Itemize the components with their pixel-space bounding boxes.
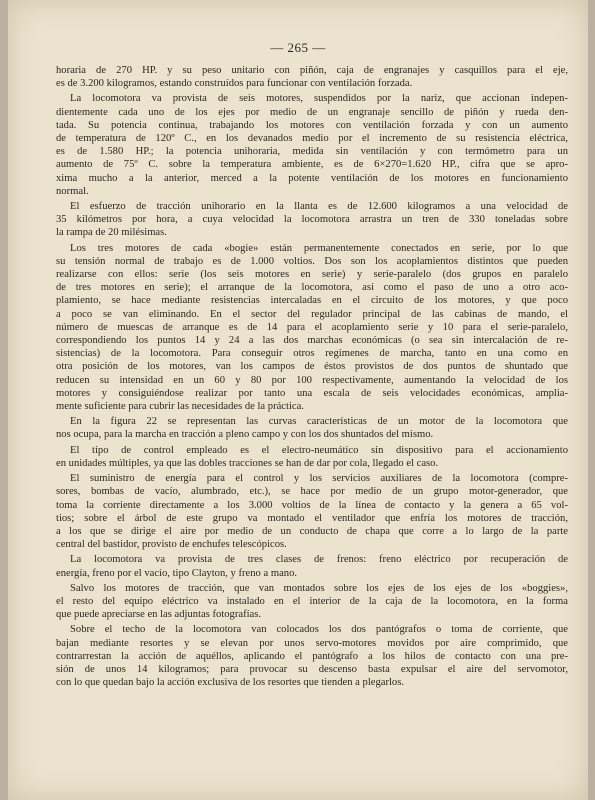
text-line: Sobre el techo de la locomotora van colocados los dos pantógrafos o toma de corriente, que bbox=[70, 624, 568, 636]
text-line: de temperatura de 120º C., en los devanados medio por el incremento de su resistencia eléctrica, bbox=[56, 133, 568, 145]
paragraph bbox=[56, 623, 568, 689]
text-line: de tres motores en serie); el arranque de la locomotora, así como el paso de uno a otro aco- bbox=[56, 282, 568, 294]
text-line: que puede apreciarse en las adjuntas fotografías. bbox=[56, 609, 262, 621]
text-line: El suministro de energía para el control y los servicios auxiliares de la locomotora (compre- bbox=[70, 473, 568, 485]
text-line: realizarse con ellos: serie (los seis motores en serie) y serie-paralelo (dos grupos en paralelo bbox=[56, 269, 568, 281]
paragraph bbox=[56, 472, 568, 551]
body-text bbox=[56, 64, 568, 691]
paragraph bbox=[56, 64, 568, 90]
text-line: bajan mediante resortes y se elevan por unos servo-motores movidos por aire comprimido, que bbox=[56, 637, 568, 649]
text-line: 35 kilómetros por hora, a cuya velocidad la locomotora arrastra un tren de 330 toneladas sobre bbox=[56, 214, 568, 226]
text-line: tada. Su potencia continua, trabajando los motores con ventilación forzada y con un aumento bbox=[56, 119, 568, 131]
text-line: horaria de 270 HP. y su peso unitario con piñón, caja de engranajes y casquillos para el eje, bbox=[56, 65, 568, 76]
text-line: normal. bbox=[56, 185, 89, 197]
text-line: a los que se dirige el aire por medio de un conducto de chapa que corre a lo largo de la parte bbox=[56, 525, 568, 537]
book-page bbox=[8, 0, 588, 800]
text-line: su tensión normal de trabajo es de 1.000 voltios. Dos son los acoplamientos distintos que pueden bbox=[56, 255, 568, 267]
text-line: el resto del equipo eléctrico va instalado en el interior de la caja de la locomotora, en la forma bbox=[56, 595, 568, 607]
text-line: la rampa de 20 milésimas. bbox=[56, 227, 167, 239]
text-line: nos ocupa, para la marcha en tracción a pleno campo y con los dos shuntados del mismo. bbox=[56, 429, 434, 441]
text-line: xima mucho a la anterior, merced a la potente ventilación de los motores en funcionamiento bbox=[56, 172, 568, 184]
text-line: sión de unos 14 kilogramos; para provocar su descenso basta expulsar el aire del servomotor, bbox=[56, 663, 568, 675]
text-line: El esfuerzo de tracción unihorario en la llanta es de 12.600 kilogramos a una velocidad de bbox=[70, 201, 568, 213]
text-line: otra posición de los motores, van los campos de éstos provistos de dos puntos de shuntado que bbox=[56, 361, 568, 373]
text-line: Salvo los motores de tracción, que van montados sobre los ejes de los ejes de los «boggies», bbox=[70, 582, 568, 594]
text-line: reducen su intensidad en un 60 y 80 por 100 respectivamente, aumentando la velocidad de los bbox=[56, 374, 568, 386]
paragraph bbox=[56, 92, 568, 198]
text-line: En la figura 22 se representan las curvas características de un motor de la locomotora que bbox=[70, 416, 568, 428]
text-line: motores y consiguiéndose realizar por tanto una escala de seis velocidades económicas, amplia- bbox=[56, 387, 568, 399]
text-line: correspondiendo los puntos 14 y 24 a las dos marchas económicas (o sea sin intercalación de re- bbox=[56, 335, 568, 347]
text-line: La locomotora va provista de seis motores, suspendidos por la nariz, que accionan indepen- bbox=[70, 93, 568, 105]
text-line: energía, freno por el vacío, tipo Clayton, y freno a mano. bbox=[56, 567, 298, 579]
paragraph bbox=[56, 242, 568, 414]
text-line: El tipo de control empleado es el electro-neumático sin dispositivo para el accionamiento bbox=[70, 444, 568, 456]
text-line: dientemente cada uno de los ejes por medio de un engranaje sencillo de piñón y rueda den- bbox=[56, 106, 568, 118]
text-line: es de 3.200 kilogramos, estando construídos para funcionar con ventilación forzada. bbox=[56, 78, 413, 90]
text-line: plamiento, se hace mediante resistencias intercaladas en el circuito de los motores, y que poco bbox=[56, 295, 568, 307]
text-line: en unidades múltiples, ya que las dobles tracciones se han de dar por cola, llegado el caso. bbox=[56, 457, 439, 469]
text-line: aumento de 75º C. sobre la temperatura ambiente, es de 6×270=1.620 HP., cifra que se apro- bbox=[56, 159, 568, 171]
text-line: tios; sobre el árbol de este grupo va montado el ventilador que enfría los motores de tracción, bbox=[56, 512, 568, 524]
text-line: La locomotora va provista de tres clases de frenos: freno eléctrico por recuperación de bbox=[70, 554, 568, 566]
text-line: sores, bombas de vacío, alumbrado, etc.), se hace por medio de un grupo motor-generador, que bbox=[56, 486, 568, 498]
paragraph bbox=[56, 582, 568, 622]
text-line: sistencias) de la locomotora. Para conseguir otros regímenes de marcha, tanto en una como en bbox=[56, 348, 568, 360]
text-line: toma la corriente directamente a los 3.000 voltios de la línea de contacto y la genera a 65 vol- bbox=[56, 499, 568, 511]
paragraph bbox=[56, 553, 568, 579]
text-line: a poco se van eliminando. En el sector del regulador principal de las cabinas de mando, el bbox=[56, 308, 568, 320]
page-number: — 265 — bbox=[270, 40, 326, 55]
paragraph bbox=[56, 444, 568, 470]
text-line: central del bastidor, provisto de enchufes telescópicos. bbox=[56, 539, 287, 551]
text-line: es de 1.580 HP.; la potencia unihoraria, medida sin ventilación y con termómetro para un bbox=[56, 146, 568, 158]
text-line: contrarrestan la acción de aquéllos, aplicando el pantógrafo a los hilos de contacto con una pre- bbox=[56, 650, 568, 662]
paragraph bbox=[56, 200, 568, 240]
paragraph bbox=[56, 415, 568, 441]
text-line: mente suficiente para cubrir las necesidades de la práctica. bbox=[56, 401, 304, 413]
text-line: número de muescas de arranque es de 14 para el acoplamiento serie y 10 para el serie-paralelo, bbox=[56, 321, 568, 333]
text-line: Los tres motores de cada «bogie» están permanentemente conectados en serie, por lo que bbox=[70, 242, 568, 254]
text-line: con lo que quedan bajo la acción exclusiva de los resortes que tienden a plegarlos. bbox=[56, 677, 405, 689]
